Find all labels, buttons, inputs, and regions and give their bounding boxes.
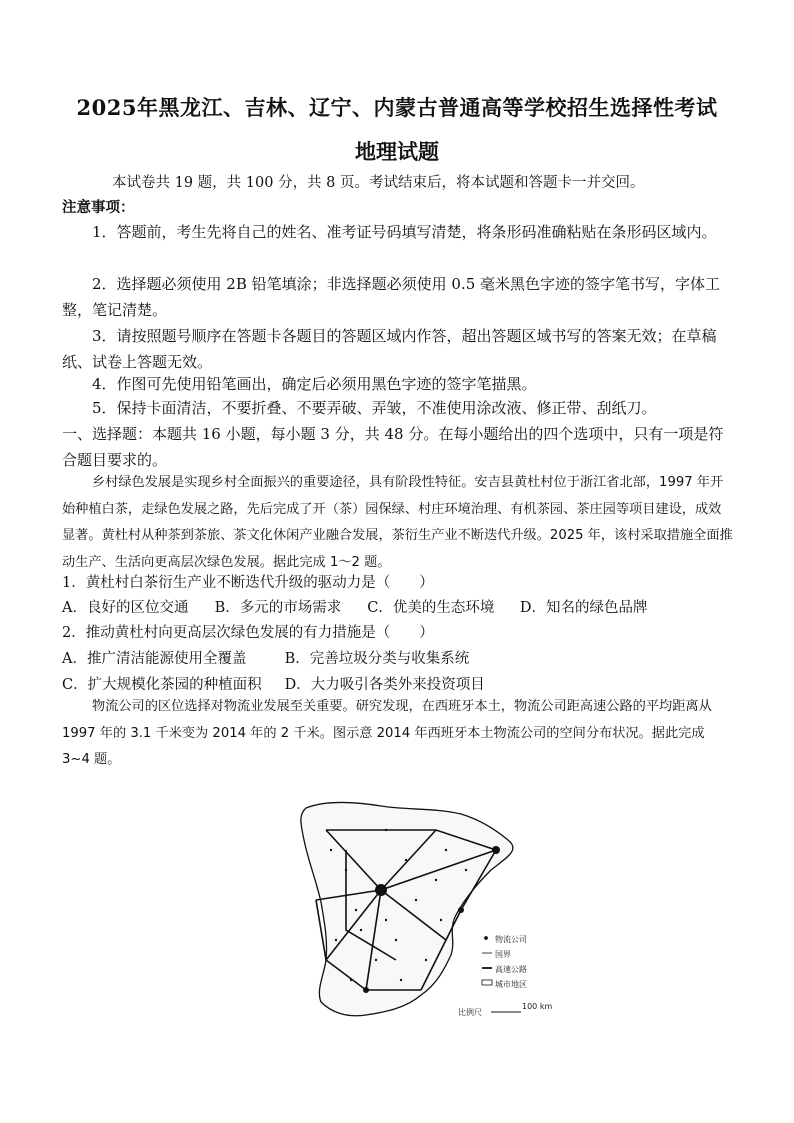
legend-border-label: 国界 (495, 950, 511, 959)
legend-logistics-label: 物流公司 (495, 935, 527, 944)
q1-option-a: A．良好的区位交通 (62, 600, 189, 616)
scale-value: 100 km (522, 1002, 553, 1011)
note-item-5: 5．保持卡面清洁，不要折叠、不要弄破、弄皱，不准使用涂改液、修正带、刮纸刀。 (92, 399, 657, 417)
notes-heading: 注意事项： (62, 200, 135, 216)
exam-title: 2025年黑龙江、吉林、辽宁、内蒙古普通高等学校招生选择性考试 (76, 95, 718, 120)
passage-1: 乡村绿色发展是实现乡村全面振兴的重要途径，具有阶段性特征。安吉县黄杜村位于浙江省北部，1997 年开始种植白茶，走绿色发展之路，先后完成了开（茶）园保绿、村庄环境治理、有机茶园、茶庄园等项目建设，成效显著。黄杜村从种茶到茶旅、茶文化休闲产业融合发展，茶衍生产业不断迭代升级。2025 年，该村采取措施全面推动生产、生活向更高层次绿色发展。据此完成 1～2 题。 (62, 475, 733, 570)
question-2-stem: 2．推动黄杜村向更高层次绿色发展的有力措施是（ ） (62, 625, 434, 641)
section-heading: 一、选择题：本题共 16 小题，每小题 3 分，共 48 分。在每小题给出的四个选项中，只有一项是符合题目要求的。 (62, 425, 724, 469)
q1-option-c: C．优美的生态环境 (367, 600, 495, 616)
note-item-1: 1．答题前，考生先将自己的姓名、准考证号码填写清楚，将条形码准确粘贴在条形码区域内。 (92, 223, 717, 241)
q2-option-c: C．扩大规模化茶园的种植面积 (62, 677, 262, 693)
intro-line: 本试卷共 19 题，共 100 分，共 8 页。考试结束后，将本试题和答题卡一并交回。 (112, 175, 645, 191)
note-item-3: 3．请按照题号顺序在答题卡各题目的答题区域内作答，超出答题区域书写的答案无效；在草稿纸、试卷上答题无效。 (62, 327, 717, 371)
subject-title: 地理试题 (355, 139, 439, 164)
scale-label: 比例尺 (458, 1008, 482, 1017)
note-item-4: 4．作图可先使用铅笔画出，确定后必须用黑色字迹的签字笔描黑。 (92, 375, 537, 393)
q2-option-d: D．大力吸引各类外来投资项目 (284, 677, 485, 693)
legend-highway-label: 高速公路 (495, 965, 527, 974)
q2-option-a: A．推广清洁能源使用全覆盖 (62, 651, 247, 667)
question-1-stem: 1．黄杜村白茶衍生产业不断迭代升级的驱动力是（ ） (62, 575, 434, 591)
question-2-options-row1 (62, 646, 469, 672)
passage-2: 物流公司的区位选择对物流业发展至关重要。研究发现，在西班牙本土，物流公司距高速公路的平均距离从 1997 年的 3.1 千米变为 2014 年的 2 千米。图示意 2014 年西班牙本土物流公司的空间分布状况。据此完成 3~4 题。 (62, 699, 712, 767)
q2-option-b: B．完善垃圾分类与收集系统 (284, 651, 470, 667)
spain-logistics-map (286, 790, 576, 1030)
question-1-options (62, 595, 647, 621)
q1-option-d: D．知名的绿色品牌 (519, 600, 648, 616)
note-item-2: 2．选择题必须使用 2B 铅笔填涂；非选择题必须使用 0.5 毫米黑色字迹的签字笔书写，字体工整，笔记清楚。 (62, 275, 721, 319)
legend-city-label: 城市地区 (495, 980, 527, 989)
q1-option-b: B．多元的市场需求 (214, 600, 342, 616)
